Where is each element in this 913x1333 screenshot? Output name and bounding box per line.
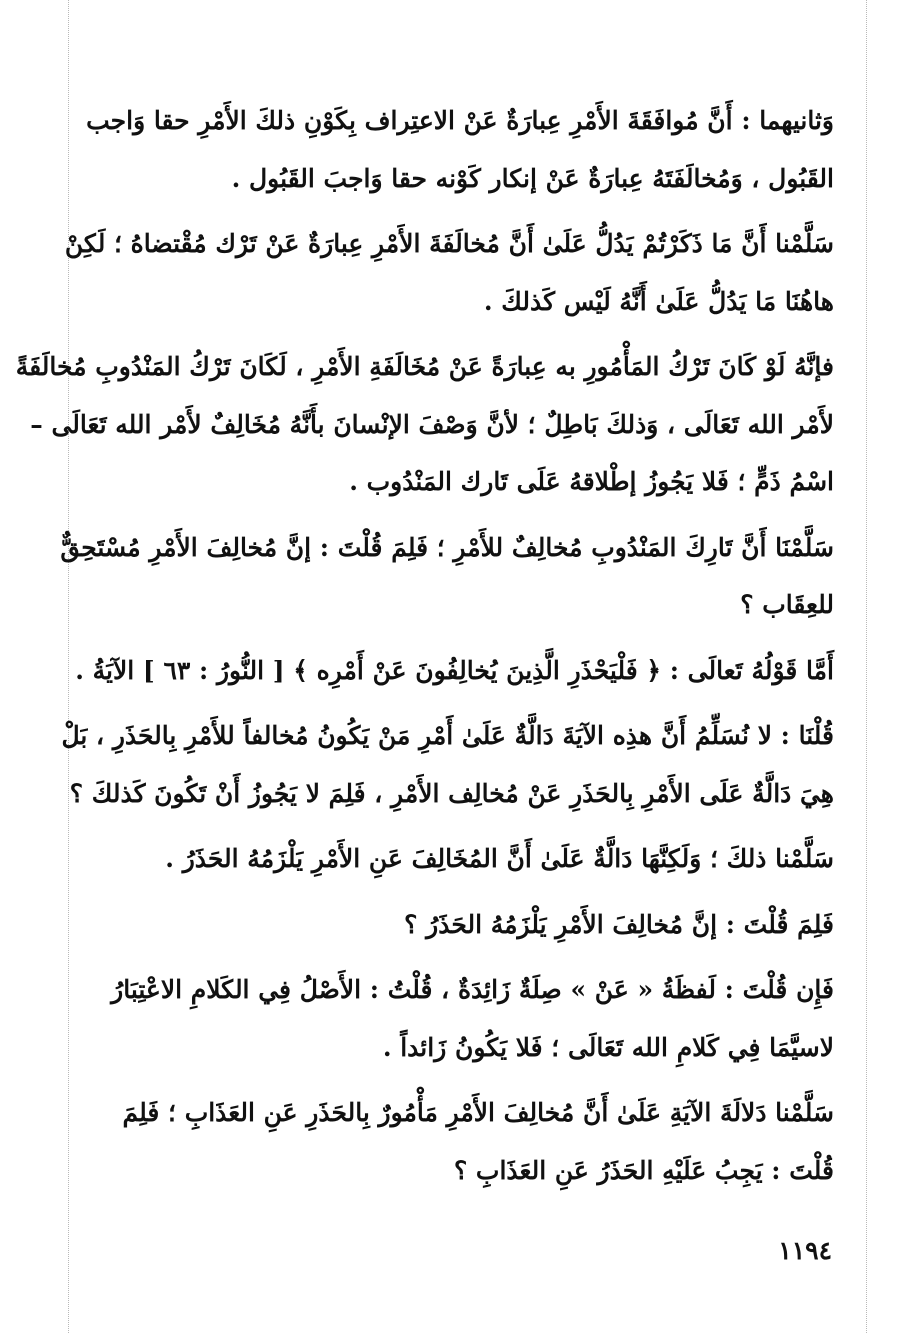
paragraph — [108, 830, 834, 888]
text-line: سَلَّمْنا دَلالَةَ الآيَةِ عَلَىٰ أَنَّ مُخالِفَ الأَمْرِ مَأْمُورٌ بِالحَذَرِ عَنِ العَذَابِ ؛ فَلِمَ — [122, 1098, 834, 1127]
text-line: هاهُنَا مَا يَدُلُّ عَلَىٰ أَنَّهُ لَيْس كَذلكَ . — [483, 286, 834, 316]
page-number: ١١٩٤ — [778, 1236, 832, 1265]
paragraph — [108, 1084, 834, 1199]
text-line: لأَمْر الله تَعَالَى ، وَذلكَ بَاطِلٌ ؛ لأنَّ وَصْفَ الإنْسانَ بأَنَّهُ مُخَالِفٌ لأَمْر الله تَعَالَى – — [30, 409, 834, 439]
text-line: فَإِن قُلْتَ : لَفظَةُ « عَنْ » صِلَةٌ زَائِدَةٌ ، قُلْتُ : الأَصْلُ فِي الكَلامِ الاعْتِبَارُ — [111, 975, 834, 1004]
paragraph — [15, 338, 834, 511]
text-line: سَلَّمْنَا أَنَّ تَارِكَ المَنْدُوبِ مُخالِفٌ للأَمْرِ ؛ فَلِمَ قُلْتَ : إنَّ مُخالِفَ الأَمْرِ مُسْتَحِقٌّ — [60, 532, 834, 562]
text-line: هِيَ دَالَّةٌ عَلَى الأَمْرِ بِالحَذَرِ عَنْ مُخالِف الأَمْرِ ، فَلِمَ لا يَجُوزُ أَنْ تَكُونَ كَذلكَ ؟ — [69, 778, 834, 808]
text-line: قُلْتَ : يَجِبُ عَلَيْهِ الحَذَرُ عَنِ العَذَابِ ؟ — [453, 1155, 834, 1185]
text-line: سَلَّمْنا أَنَّ مَا ذَكَرْتُمْ يَدُلُّ عَلَىٰ أَنَّ مُخالَفَةَ الأَمْرِ عِبارَةٌ عَنْ تَرْك مُقْتضاهُ ؛ لَكِنْ — [64, 229, 834, 258]
text-line: سَلَّمْنا ذلكَ ؛ وَلَكِنَّهَا دَالَّةٌ عَلَىٰ أَنَّ المُخَالِفَ عَنِ الأَمْرِ يَلْزَمُهُ الحَذَرُ . — [165, 844, 834, 873]
scan-margin-line-right — [866, 0, 867, 1333]
paragraph — [86, 92, 834, 207]
text-line: للعِقَاب ؟ — [740, 590, 834, 619]
paragraph — [75, 642, 834, 700]
text-line: لاسيَّمَا فِي كَلامِ الله تَعَالَى ؛ فَلا يَكُونُ زَائداً . — [382, 1032, 834, 1062]
text-line: القَبُول ، وَمُخالَفَتَهُ عِبارَةٌ عَنْ إنكار كَوْنه حقا وَاجبَ القَبُول . — [231, 163, 834, 193]
body-text — [15, 92, 834, 1207]
text-line: اسْمُ ذَمٍّ ؛ فَلا يَجُوزُ إطْلاقهُ عَلَى تَارك المَنْدُوب . — [349, 467, 834, 496]
paragraph — [108, 961, 834, 1076]
scan-margin-line-left — [68, 0, 69, 1333]
text-line: وَثانيهما : أَنَّ مُوافَقَةَ الأَمْرِ عِبارَةٌ عَنْ الاعتِراف بِكَوْنِ ذلكَ الأَمْرِ حقا وَاجب — [86, 106, 834, 135]
text-line: قُلْنَا : لا نُسَلِّمُ أَنَّ هذِه الآيَةَ دَالَّةٌ عَلَىٰ أَمْرِ مَنْ يَكُونُ مُخالفاً للأَمْرِ بِالحَذَرِ ، بَلْ — [61, 721, 834, 750]
text-line: فَلِمَ قُلْتَ : إنَّ مُخالِفَ الأَمْرِ يَلْزَمُهُ الحَذَرُ ؟ — [404, 909, 834, 939]
paragraph — [108, 896, 834, 954]
text-line: فإنَّهُ لَوْ كَانَ تَرْكُ المَأْمُورِ به عِبارَةً عَنْ مُخَالَفَةِ الأَمْرِ ، لَكَانَ تَرْكُ المَنْدُوبِ مُخالَفَةً — [15, 352, 834, 381]
paragraph — [64, 215, 834, 330]
text-line: أَمَّا قَوْلُهُ تَعالَى : ﴿ فَلْيَحْذَرِ الَّذِينَ يُخالِفُونَ عَنْ أَمْرِه ﴾ [ النُّورُ : ٦٣ ] الآيَةُ . — [75, 655, 834, 685]
paragraph — [61, 707, 834, 822]
paragraph — [60, 519, 834, 634]
